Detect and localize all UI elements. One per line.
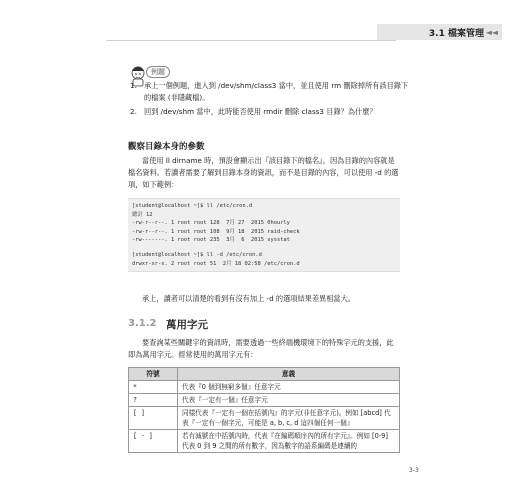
table-header-row <box>129 368 400 381</box>
example-item-text: 承上一個例題，進入到 /dev/shm/class3 當中，並且使用 rm 刪除掉所有該目錄下的檔案 (非隱藏檔)。 <box>144 81 409 102</box>
subsection-title: 萬用字元 <box>166 319 208 331</box>
example-item-text: 回到 /dev/shm 當中，此時能否使用 rmdir 刪除 class3 目錄？為什麼？ <box>144 107 377 116</box>
wildcard-table <box>128 367 400 453</box>
code-line: -rw-r--r--. 1 root root 128 7月 27 2015 0hourly <box>132 220 290 227</box>
example-list <box>130 80 410 118</box>
paragraph-dirname: 當使用 ll dirname 時，預設會顯示出『該目錄下的檔名』，因為目錄的內容就是檔名資料。若讀者需要了解到目錄本身的資訊，而不是目錄的內容，可以使用 -d 的選項，如下範例： <box>128 156 399 189</box>
symbol-cell: [ - ] <box>129 430 178 453</box>
example-item <box>130 80 410 104</box>
section-title: 觀察目錄本身的參數 <box>128 142 205 152</box>
column-header-symbol: 符號 <box>129 368 178 381</box>
meaning-cell: 同樣代表『一定有一個在括號內』的字元(非任意字元)。例如 [abcd] 代表『一定有一個字元，可能是 a, b, c, d 這四個任何一個』 <box>178 407 400 430</box>
example-item-number: 1. <box>130 81 137 90</box>
symbol-cell: [ ] <box>129 407 178 430</box>
subsection-number: 3.1.2 <box>128 318 157 329</box>
header-section-title: 3.1 檔案管理 <box>428 29 484 39</box>
column-header-meaning: 意義 <box>178 368 400 381</box>
code-line: drwxr-xr-x. 2 root root 51 2月 18 02:58 /etc/cron.d <box>132 260 300 267</box>
paragraph-d-option: 承上，讀者可以清楚的看到有沒有加上 -d 的選項結果差異相當大。 <box>142 294 355 303</box>
header-arrow-deco: ◄◄ <box>485 28 498 37</box>
example-badge: 例題 <box>146 66 170 78</box>
code-block <box>128 198 400 272</box>
example-item <box>130 106 410 118</box>
table-row <box>129 407 400 430</box>
meaning-cell: 若有減號在中括號內時，代表『在編碼順序內的所有字元』。例如 [0-9] 代表 0 到 9 之間的所有數字，因為數字的語系編碼是連續的 <box>178 430 400 453</box>
code-line: [student@localhost ~]$ ll /etc/cron.d <box>132 203 253 209</box>
code-line: 總計 12 <box>132 211 153 218</box>
symbol-cell: * <box>129 381 178 394</box>
table-row <box>129 430 400 453</box>
example-item-number: 2. <box>130 107 137 116</box>
code-line: -rw-------. 1 root root 235 3月 6 2015 sysstat <box>132 237 290 244</box>
symbol-cell: ? <box>129 394 178 407</box>
table-row <box>129 381 400 394</box>
header-rule <box>106 40 396 41</box>
meaning-cell: 代表『0 個到無窮多個』任意字元 <box>178 381 400 394</box>
code-line: [student@localhost ~]$ ll -d /etc/cron.d <box>132 251 262 258</box>
meaning-cell: 代表『一定有一個』任意字元 <box>178 394 400 407</box>
paragraph-wildcards: 要查詢某些關鍵字的資訊時，需要透過一些終端機環境下的特殊字元的支援，此即為萬用字元。經常使用的萬用字元有： <box>128 338 394 359</box>
table-row <box>129 394 400 407</box>
code-line: -rw-r--r--. 1 root root 108 9月 18 2015 raid-check <box>132 228 300 235</box>
page-number: 3-3 <box>409 467 419 474</box>
